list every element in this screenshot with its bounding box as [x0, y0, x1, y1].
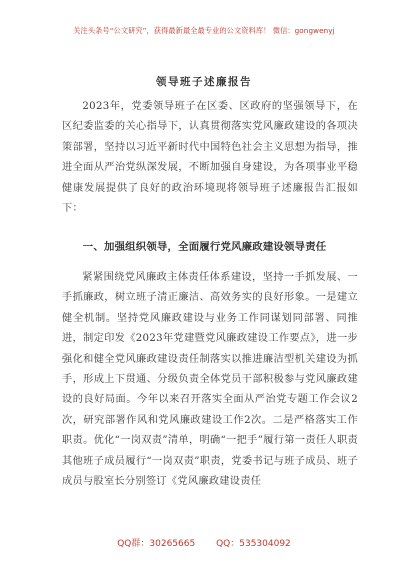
- intro-paragraph: 2023年，党委领导班子在区委、区政府的坚强领导下，在区纪委监委的关心指导下，认真贯彻落实党风廉政建设的各项决策部署，坚持以习近平新时代中国特色社会主义思想为指导，推进全面从严治党纵深发展，不断加强自身建设，为各项事业平稳健康发展提供了良好的政治环境现将领导班子述廉报告汇报如下：: [62, 101, 358, 215]
- section-heading-1: 一、加强组织领导，全面履行党风廉政建设领导责任: [82, 241, 327, 253]
- qq-number: QQ：535304092: [216, 539, 291, 549]
- qq-footer: [0, 536, 408, 549]
- section-1-paragraph: 紧紧围绕党风廉政主体责任体系建设，坚持一手抓发展、一手抓廉政，树立班子清正廉洁、高效务实的良好形象。一是建立健全机制。坚持党风廉政建设与业务工作同谋划同部署、同推进，制定印发《2023年党建暨党风廉政建设工作要点》，进一步强化和健全党风廉政建设责任制落实以推进廉洁型机关建设为抓手，形成上下贯通、分级负责全体党员干部积极参与党风廉政建设的良好局面。今年以来召开落实全面从严治党专题工作会议2次，研究部署作风和党风廉政建设工作2次。二是严格落实工作职责。优化“一岗双责”清单，明确“一把手”履行第一责任人职责其他班子成员履行“一岗双责”职责，党委书记与班子成员、班子成员与股室长分别签订《党风廉政建设责任: [62, 272, 358, 488]
- qq-group-number: QQ群：30265665: [117, 539, 196, 549]
- promo-banner: 关注头条号“公文研究”，获得最新最全最专业的公文资料库！ 微信：gongwenyj: [73, 26, 335, 35]
- document-title: 领导班子述廉报告: [156, 76, 252, 88]
